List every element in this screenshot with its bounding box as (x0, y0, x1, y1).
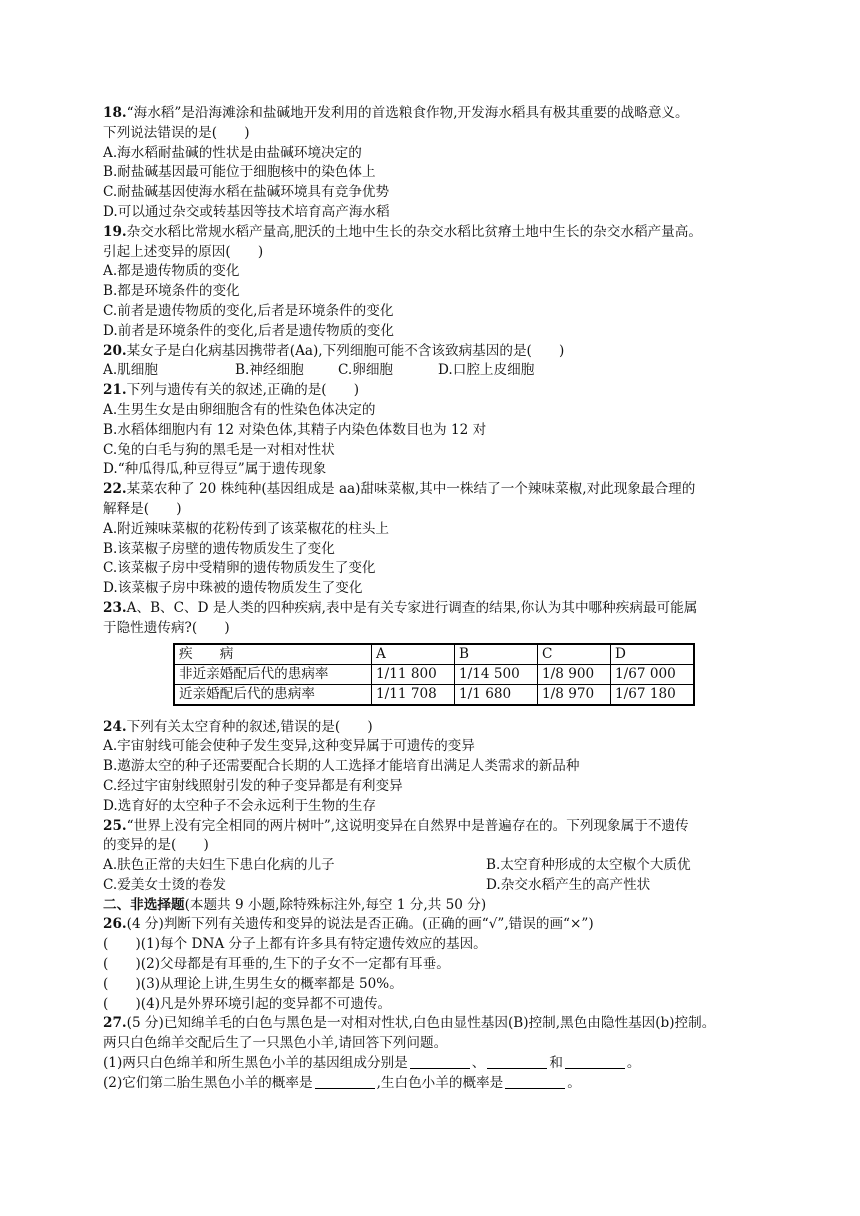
option-c: C.耐盐碱基因使海水稻在盐碱环境具有竞争优势 (103, 184, 390, 201)
question-18-stem-cont: 下列说法错误的是( ) (103, 124, 250, 141)
disease-table (173, 643, 695, 706)
option-a: A.附近辣味菜椒的花粉传到了该菜椒花的柱头上 (103, 520, 390, 537)
answer-blank[interactable] (410, 1055, 470, 1069)
judge-item: ( )(2)父母都是有耳垂的,生下的子女不一定都有耳垂。 (103, 956, 450, 973)
question-25-options-ab (103, 856, 763, 876)
question-23-stem-cont: 于隐性遗传病?( ) (103, 619, 230, 636)
question-number: 20. (103, 342, 127, 359)
question-24-stem: 24.下列有关太空育种的叙述,错误的是( ) (103, 718, 373, 735)
option-c: C.前者是遗传物质的变化,后者是环境条件的变化 (103, 302, 394, 319)
question-22-stem: 22.某菜农种了 20 株纯种(基因组成是 aa)甜味菜椒,其中一株结了一个辣味菜椒,对此现象最合理的 (103, 481, 696, 498)
option-d: D.选育好的太空种子不会永远利于生物的生存 (103, 797, 377, 814)
option-b: B.耐盐碱基因最可能位于细胞核中的染色体上 (103, 164, 376, 181)
answer-blank[interactable] (565, 1055, 625, 1069)
exam-page (103, 104, 763, 1094)
option-a: A.肤色正常的夫妇生下患白化病的儿子 (103, 857, 335, 874)
option-c: C.该菜椒子房中受精卵的遗传物质发生了变化 (103, 560, 376, 577)
table-header-row (174, 644, 694, 665)
question-25-stem-cont: 的变异的是( ) (103, 837, 209, 854)
question-number: 25. (103, 817, 127, 834)
question-number: 19. (103, 223, 127, 240)
table-header-cell: B (455, 644, 538, 665)
question-number: 24. (103, 718, 127, 735)
table-cell: 非近亲婚配后代的患病率 (174, 664, 372, 684)
table-cell: 1/14 500 (455, 664, 538, 684)
table-row (174, 664, 694, 684)
question-number: 27. (103, 1015, 127, 1032)
table-cell: 1/1 680 (455, 684, 538, 705)
question-19-stem-cont: 引起上述变异的原因( ) (103, 243, 264, 260)
option-b: B.遨游太空的种子还需要配合长期的人工选择才能培育出满足人类需求的新品种 (103, 758, 580, 775)
option-c: C.兔的白毛与狗的黑毛是一对相对性状 (103, 441, 335, 458)
option-a: A.都是遗传物质的变化 (103, 263, 240, 280)
question-number: 18. (103, 105, 127, 121)
option-d: D.杂交水稻产生的高产性状 (486, 876, 651, 893)
table-header-cell: D (611, 644, 695, 665)
question-20-stem: 20.某女子是白化病基因携带者(Aa),下列细胞可能不含该致病基因的是( ) (103, 342, 565, 359)
table-header-cell: 疾 病 (174, 644, 372, 665)
question-23-stem: 23.A、B、C、D 是人类的四种疾病,表中是有关专家进行调查的结果,你认为其中哪种疾病最可能属 (103, 599, 698, 616)
question-25-options-cd (103, 876, 763, 896)
question-number: 22. (103, 481, 127, 498)
question-27-part-1: (1)两只白色绵羊和所生黑色小羊的基因组成分别是 、 和 。 (103, 1055, 641, 1072)
question-19-stem: 19.杂交水稻比常规水稻产量高,肥沃的土地中生长的杂交水稻比贫瘠土地中生长的杂交水稻产量高。 (103, 223, 702, 240)
question-22-stem-cont: 解释是( ) (103, 500, 182, 517)
option-c: C.卵细胞 (338, 362, 394, 379)
judge-item: ( )(3)从理论上讲,生男生女的概率都是 50%。 (103, 975, 403, 992)
option-b: B.太空育种形成的太空椒个大质优 (486, 857, 691, 874)
judge-item: ( )(1)每个 DNA 分子上都有许多具有特定遗传效应的基因。 (103, 936, 487, 953)
table-header-cell: C (538, 644, 611, 665)
option-a: A.生男生女是由卵细胞含有的性染色体决定的 (103, 401, 376, 418)
table-header-cell: A (372, 644, 455, 665)
question-18-stem: 18.“海水稻”是沿海滩涂和盐碱地开发利用的首选粮食作物,开发海水稻具有极其重要的战略意义。 (103, 105, 689, 121)
option-c: C.经过宇宙射线照射引发的种子变异都是有利变异 (103, 777, 403, 794)
question-21-stem: 21.下列与遗传有关的叙述,正确的是( ) (103, 382, 360, 399)
question-number: 23. (103, 599, 127, 616)
option-d: D.前者是环境条件的变化,后者是遗传物质的变化 (103, 322, 394, 339)
table-cell: 1/8 900 (538, 664, 611, 684)
answer-blank[interactable] (505, 1075, 565, 1089)
table-cell: 近亲婚配后代的患病率 (174, 684, 372, 705)
table-cell: 1/8 970 (538, 684, 611, 705)
option-b: B.水稻体细胞内有 12 对染色体,其精子内染色体数目也为 12 对 (103, 421, 487, 438)
option-a: A.海水稻耐盐碱的性状是由盐碱环境决定的 (103, 144, 362, 161)
table-cell: 1/67 180 (611, 684, 695, 705)
question-25-stem: 25.“世界上没有完全相同的两片树叶”,这说明变异在自然界中是普遍存在的。下列现象属于不遗传 (103, 817, 689, 834)
option-b: B.该菜椒子房壁的遗传物质发生了变化 (103, 540, 335, 557)
section-note: (本题共 9 小题,除特殊标注外,每空 1 分,共 50 分) (184, 896, 487, 913)
table-cell: 1/67 000 (611, 664, 695, 684)
question-27-stem-cont: 两只白色绵羊交配后生了一只黑色小羊,请回答下列问题。 (103, 1035, 448, 1052)
judge-item: ( )(4)凡是外界环境引起的变异都不可遗传。 (103, 995, 392, 1012)
section-heading: 二、非选择题(本题共 9 小题,除特殊标注外,每空 1 分,共 50 分) (103, 896, 487, 913)
option-b: B.都是环境条件的变化 (103, 283, 240, 300)
option-b: B.神经细胞 (235, 362, 304, 379)
option-d: D.“种瓜得瓜,种豆得豆”属于遗传现象 (103, 461, 327, 478)
option-a: A.宇宙射线可能会使种子发生变异,这种变异属于可遗传的变异 (103, 738, 475, 755)
table-cell: 1/11 800 (372, 664, 455, 684)
option-d: D.口腔上皮细胞 (438, 362, 535, 379)
question-number: 21. (103, 382, 127, 399)
table-row (174, 684, 694, 705)
answer-blank[interactable] (487, 1055, 547, 1069)
option-d: D.可以通过杂交或转基因等技术培育高产海水稻 (103, 203, 390, 220)
table-cell: 1/11 708 (372, 684, 455, 705)
option-a: A.肌细胞 (103, 362, 158, 379)
question-number: 26. (103, 916, 127, 933)
question-27-stem: 27.(5 分)已知绵羊毛的白色与黑色是一对相对性状,白色由显性基因(B)控制,黑色由隐性基因(b)控制。 (103, 1015, 716, 1032)
answer-blank[interactable] (315, 1075, 375, 1089)
question-20-options (103, 361, 763, 381)
option-c: C.爱美女士烫的卷发 (103, 876, 226, 893)
question-27-part-2: (2)它们第二胎生黑色小羊的概率是 ,生白色小羊的概率是 。 (103, 1074, 581, 1091)
option-d: D.该菜椒子房中珠被的遗传物质发生了变化 (103, 580, 363, 597)
question-26-stem: 26.(4 分)判断下列有关遗传和变异的说法是否正确。(正确的画“√”,错误的画“×”) (103, 916, 594, 933)
